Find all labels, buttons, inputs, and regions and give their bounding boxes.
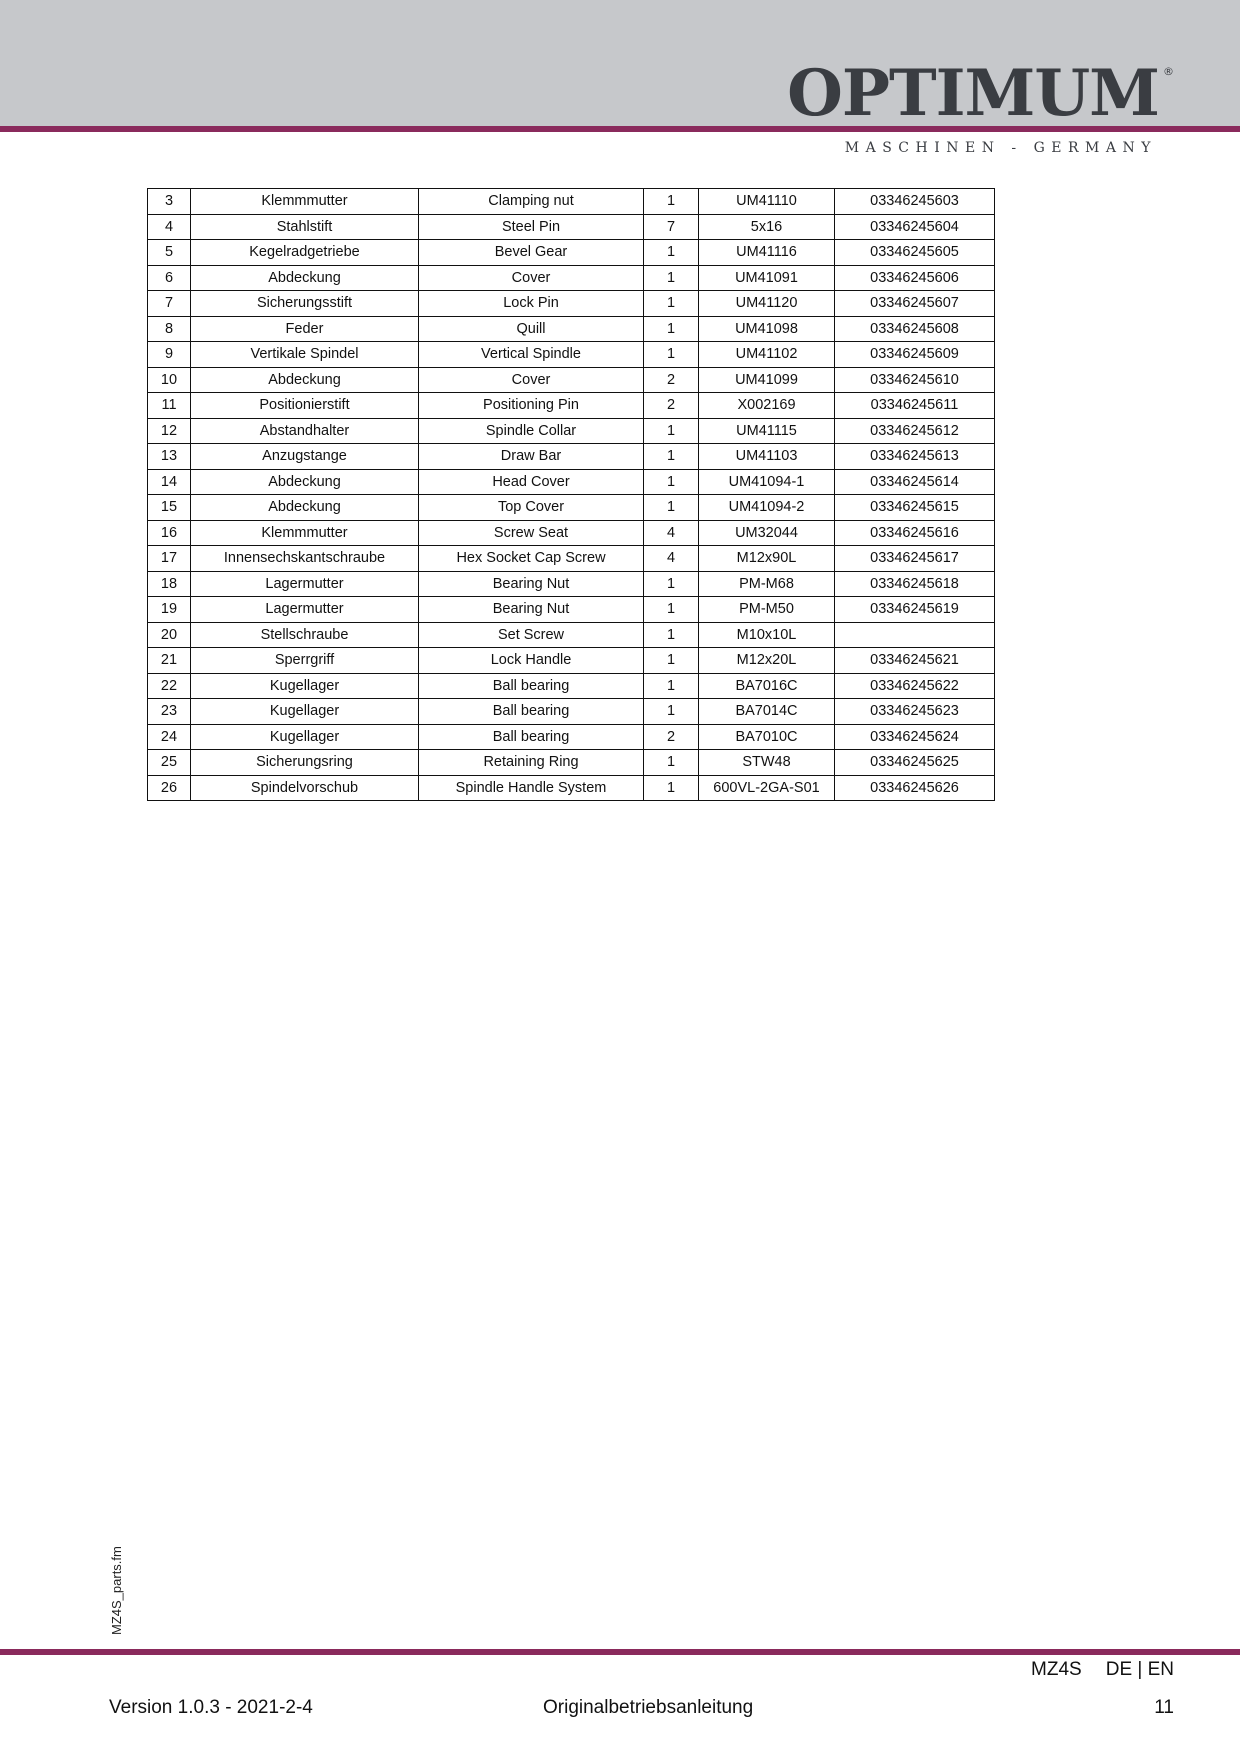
cell-size: UM41116	[699, 240, 835, 266]
cell-name-en: Set Screw	[419, 622, 644, 648]
cell-position: 26	[148, 775, 191, 801]
cell-article-no: 03346245616	[835, 520, 995, 546]
cell-quantity: 1	[644, 622, 699, 648]
cell-position: 11	[148, 393, 191, 419]
cell-name-de: Spindelvorschub	[191, 775, 419, 801]
brand-logo	[787, 56, 1173, 131]
cell-quantity: 4	[644, 546, 699, 572]
cell-article-no: 03346245617	[835, 546, 995, 572]
cell-size: UM41120	[699, 291, 835, 317]
source-file-label: MZ4S_parts.fm	[109, 1546, 124, 1635]
cell-size: M10x10L	[699, 622, 835, 648]
footer-rule	[0, 1649, 1240, 1655]
cell-article-no: 03346245624	[835, 724, 995, 750]
cell-name-de: Lagermutter	[191, 571, 419, 597]
table-row	[148, 189, 995, 215]
table-row	[148, 291, 995, 317]
table-row	[148, 520, 995, 546]
cell-article-no: 03346245622	[835, 673, 995, 699]
cell-article-no: 03346245607	[835, 291, 995, 317]
table-row	[148, 673, 995, 699]
cell-article-no: 03346245604	[835, 214, 995, 240]
cell-name-en: Vertical Spindle	[419, 342, 644, 368]
cell-size: UM41102	[699, 342, 835, 368]
cell-name-en: Cover	[419, 367, 644, 393]
cell-name-de: Vertikale Spindel	[191, 342, 419, 368]
cell-size: BA7014C	[699, 699, 835, 725]
footer-model: MZ4S	[1031, 1659, 1082, 1680]
table-row	[148, 724, 995, 750]
cell-quantity: 1	[644, 316, 699, 342]
cell-name-en: Draw Bar	[419, 444, 644, 470]
cell-position: 7	[148, 291, 191, 317]
table-row	[148, 750, 995, 776]
cell-name-de: Sicherungsstift	[191, 291, 419, 317]
cell-position: 20	[148, 622, 191, 648]
cell-name-de: Abstandhalter	[191, 418, 419, 444]
table-row	[148, 444, 995, 470]
table-row	[148, 699, 995, 725]
footer-languages: DE | EN	[1105, 1659, 1174, 1680]
cell-size: BA7010C	[699, 724, 835, 750]
cell-name-en: Bearing Nut	[419, 597, 644, 623]
cell-article-no: 03346245610	[835, 367, 995, 393]
cell-quantity: 1	[644, 673, 699, 699]
cell-name-de: Abdeckung	[191, 367, 419, 393]
table-row	[148, 469, 995, 495]
cell-position: 4	[148, 214, 191, 240]
cell-article-no: 03346245608	[835, 316, 995, 342]
cell-position: 5	[148, 240, 191, 266]
table-row	[148, 418, 995, 444]
cell-quantity: 1	[644, 495, 699, 521]
table-row	[148, 316, 995, 342]
cell-size: BA7016C	[699, 673, 835, 699]
cell-quantity: 1	[644, 291, 699, 317]
cell-article-no: 03346245609	[835, 342, 995, 368]
cell-size: STW48	[699, 750, 835, 776]
cell-name-de: Klemmmutter	[191, 520, 419, 546]
cell-size: PM-M50	[699, 597, 835, 623]
table-row	[148, 648, 995, 674]
cell-quantity: 1	[644, 444, 699, 470]
cell-quantity: 2	[644, 724, 699, 750]
cell-name-en: Head Cover	[419, 469, 644, 495]
cell-position: 19	[148, 597, 191, 623]
cell-position: 21	[148, 648, 191, 674]
cell-name-de: Kugellager	[191, 673, 419, 699]
cell-position: 9	[148, 342, 191, 368]
cell-article-no: 03346245605	[835, 240, 995, 266]
cell-position: 22	[148, 673, 191, 699]
table-row	[148, 393, 995, 419]
cell-name-de: Stellschraube	[191, 622, 419, 648]
cell-article-no: 03346245625	[835, 750, 995, 776]
cell-quantity: 1	[644, 189, 699, 215]
cell-quantity: 1	[644, 571, 699, 597]
cell-name-de: Positionierstift	[191, 393, 419, 419]
table-row	[148, 622, 995, 648]
cell-article-no: 03346245615	[835, 495, 995, 521]
cell-name-en: Clamping nut	[419, 189, 644, 215]
cell-article-no: 03346245621	[835, 648, 995, 674]
cell-name-en: Ball bearing	[419, 724, 644, 750]
cell-article-no: 03346245606	[835, 265, 995, 291]
cell-position: 16	[148, 520, 191, 546]
cell-name-de: Abdeckung	[191, 265, 419, 291]
table-row	[148, 546, 995, 572]
cell-quantity: 1	[644, 597, 699, 623]
cell-position: 23	[148, 699, 191, 725]
cell-quantity: 2	[644, 367, 699, 393]
logo-tagline: MASCHINEN - GERMANY	[844, 140, 1157, 156]
table-row	[148, 597, 995, 623]
cell-quantity: 1	[644, 342, 699, 368]
cell-name-de: Sicherungsring	[191, 750, 419, 776]
cell-name-de: Kegelradgetriebe	[191, 240, 419, 266]
cell-article-no	[835, 622, 995, 648]
registered-mark: ®	[1163, 65, 1173, 78]
cell-article-no: 03346245611	[835, 393, 995, 419]
cell-name-de: Lagermutter	[191, 597, 419, 623]
cell-size: UM41103	[699, 444, 835, 470]
cell-name-en: Bevel Gear	[419, 240, 644, 266]
logo-wordmark: OPTIMUM	[787, 56, 1159, 131]
cell-position: 15	[148, 495, 191, 521]
cell-article-no: 03346245613	[835, 444, 995, 470]
table-row	[148, 495, 995, 521]
cell-size: UM41110	[699, 189, 835, 215]
cell-name-en: Retaining Ring	[419, 750, 644, 776]
cell-article-no: 03346245623	[835, 699, 995, 725]
cell-article-no: 03346245603	[835, 189, 995, 215]
cell-name-en: Ball bearing	[419, 673, 644, 699]
cell-position: 14	[148, 469, 191, 495]
cell-quantity: 1	[644, 418, 699, 444]
cell-name-en: Hex Socket Cap Screw	[419, 546, 644, 572]
cell-article-no: 03346245619	[835, 597, 995, 623]
table-row	[148, 342, 995, 368]
cell-quantity: 2	[644, 393, 699, 419]
cell-size: UM41094-2	[699, 495, 835, 521]
cell-name-en: Lock Handle	[419, 648, 644, 674]
cell-quantity: 7	[644, 214, 699, 240]
cell-position: 3	[148, 189, 191, 215]
cell-article-no: 03346245626	[835, 775, 995, 801]
cell-size: X002169	[699, 393, 835, 419]
page-number: 11	[1154, 1697, 1174, 1718]
table-row	[148, 571, 995, 597]
cell-name-en: Quill	[419, 316, 644, 342]
cell-name-de: Sperrgriff	[191, 648, 419, 674]
cell-quantity: 1	[644, 750, 699, 776]
cell-name-en: Cover	[419, 265, 644, 291]
table-row	[148, 265, 995, 291]
cell-name-en: Lock Pin	[419, 291, 644, 317]
table-row	[148, 367, 995, 393]
table-row	[148, 240, 995, 266]
cell-size: 600VL-2GA-S01	[699, 775, 835, 801]
cell-name-en: Steel Pin	[419, 214, 644, 240]
cell-size: UM41094-1	[699, 469, 835, 495]
cell-size: UM41115	[699, 418, 835, 444]
cell-name-en: Spindle Collar	[419, 418, 644, 444]
cell-position: 25	[148, 750, 191, 776]
cell-size: PM-M68	[699, 571, 835, 597]
cell-position: 24	[148, 724, 191, 750]
cell-name-de: Feder	[191, 316, 419, 342]
cell-size: UM41098	[699, 316, 835, 342]
cell-article-no: 03346245614	[835, 469, 995, 495]
cell-quantity: 1	[644, 240, 699, 266]
cell-position: 17	[148, 546, 191, 572]
cell-size: M12x90L	[699, 546, 835, 572]
cell-name-en: Bearing Nut	[419, 571, 644, 597]
cell-article-no: 03346245618	[835, 571, 995, 597]
cell-size: 5x16	[699, 214, 835, 240]
cell-name-de: Kugellager	[191, 699, 419, 725]
footer-model-info	[1031, 1659, 1174, 1681]
parts-table	[147, 188, 995, 801]
cell-position: 10	[148, 367, 191, 393]
cell-quantity: 1	[644, 265, 699, 291]
cell-position: 13	[148, 444, 191, 470]
cell-name-en: Top Cover	[419, 495, 644, 521]
cell-size: UM41091	[699, 265, 835, 291]
cell-name-de: Kugellager	[191, 724, 419, 750]
footer-version: Version 1.0.3 - 2021-2-4	[109, 1697, 313, 1718]
footer-document-title: Originalbetriebsanleitung	[543, 1697, 754, 1718]
cell-name-en: Ball bearing	[419, 699, 644, 725]
cell-name-de: Abdeckung	[191, 469, 419, 495]
cell-quantity: 1	[644, 699, 699, 725]
cell-size: UM32044	[699, 520, 835, 546]
cell-position: 6	[148, 265, 191, 291]
cell-position: 18	[148, 571, 191, 597]
parts-table-body	[148, 189, 995, 801]
cell-name-en: Spindle Handle System	[419, 775, 644, 801]
cell-name-de: Klemmmutter	[191, 189, 419, 215]
cell-quantity: 1	[644, 469, 699, 495]
cell-quantity: 4	[644, 520, 699, 546]
cell-name-en: Positioning Pin	[419, 393, 644, 419]
table-row	[148, 214, 995, 240]
cell-name-de: Anzugstange	[191, 444, 419, 470]
table-row	[148, 775, 995, 801]
cell-name-de: Abdeckung	[191, 495, 419, 521]
cell-name-en: Screw Seat	[419, 520, 644, 546]
cell-quantity: 1	[644, 775, 699, 801]
cell-name-de: Stahlstift	[191, 214, 419, 240]
cell-size: M12x20L	[699, 648, 835, 674]
cell-name-de: Innensechskantschraube	[191, 546, 419, 572]
cell-article-no: 03346245612	[835, 418, 995, 444]
cell-position: 8	[148, 316, 191, 342]
cell-size: UM41099	[699, 367, 835, 393]
cell-quantity: 1	[644, 648, 699, 674]
cell-position: 12	[148, 418, 191, 444]
